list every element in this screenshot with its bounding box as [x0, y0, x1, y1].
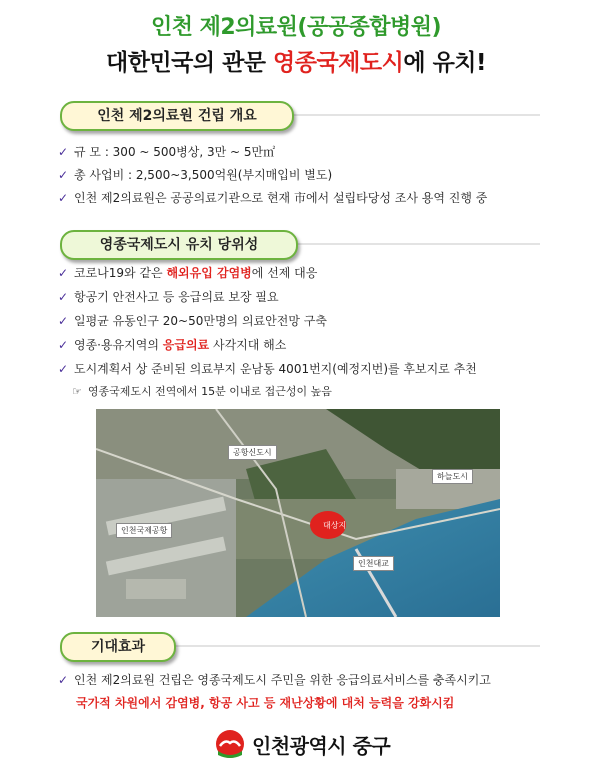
check-icon: ✓: [58, 168, 69, 182]
list-item: [60, 166, 332, 183]
list-item-text: 에 선제 대응: [251, 266, 318, 280]
map-label-airport: 인천국제공항: [116, 523, 172, 538]
section-heading-effects: 기대효과: [60, 632, 176, 662]
check-icon: ✓: [58, 145, 69, 159]
check-icon: ✓: [58, 191, 69, 205]
subtitle-suffix: 에 유치!: [403, 50, 486, 76]
list-item-text: 총 사업비 : 2,500~3,500억원(부지매입비 별도): [74, 168, 333, 182]
highlight-text: 응급의료: [162, 338, 210, 352]
list-item: [60, 312, 327, 329]
list-item: [60, 671, 491, 688]
map-label-target-site: 대상지: [323, 521, 347, 530]
list-item-text: 일평균 유동인구 20~50만명의 의료안전망 구축: [74, 314, 327, 328]
map-label-haneul-city: 하늘도시: [432, 469, 473, 484]
aerial-map-image: [96, 409, 500, 617]
check-icon: ✓: [58, 338, 69, 352]
check-icon: ✓: [58, 362, 69, 376]
check-icon: ✓: [58, 290, 69, 304]
sub-list-item-text: 영종국제도시 전역에서 15분 이내로 접근성이 높음: [87, 385, 332, 398]
map-label-airport-city: 공항신도시: [228, 445, 277, 460]
section-heading-justification: 영종국제도시 유치 당위성: [60, 230, 298, 260]
subtitle-highlight: 영종국제도시: [273, 50, 404, 76]
list-item-text: 영종·용유지역의: [74, 338, 163, 352]
list-item: [60, 288, 279, 305]
footer-org-name: 인천광역시 중구: [252, 733, 391, 758]
aerial-map: [96, 409, 500, 617]
list-item-text: 코로나19와 같은: [74, 266, 167, 280]
footer: [214, 728, 390, 760]
list-item-text: 인천 제2의료원은 공공의료기관으로 현재 市에서 설립타당성 조사 용역 진행 중: [74, 191, 488, 205]
list-item: [60, 264, 317, 281]
list-item-text: 도시계획서 상 준비된 의료부지 운남동 4001번지(예정지번)를 후보지로 추천: [74, 362, 477, 376]
check-icon: ✓: [58, 314, 69, 328]
list-item-text: 인천 제2의료원 건립은 영종국제도시 주민을 위한 응급의료서비스를 충족시키고: [74, 673, 491, 687]
list-item-text: 사각지대 해소: [209, 338, 287, 352]
list-item: [60, 189, 487, 206]
subtitle-prefix: 대한민국의 관문: [105, 50, 274, 76]
highlight-text: 해외유입 감염병: [166, 266, 252, 280]
list-item-red: 국가적 차원에서 감염병, 항공 사고 등 재난상황에 대처 능력을 강화시킴: [76, 696, 455, 710]
check-icon: ✓: [58, 673, 69, 687]
incheon-junggu-logo-icon: [214, 729, 246, 759]
page-subtitle: [0, 44, 592, 77]
list-item: [60, 360, 477, 377]
list-item: [60, 336, 286, 353]
sub-list-item: [72, 383, 332, 399]
check-icon: ✓: [58, 266, 69, 280]
page-title: 인천 제2의료원(공공종합병원): [150, 15, 442, 40]
list-item-text: 항공기 안전사고 등 응급의료 보장 필요: [74, 290, 279, 304]
list-item-text: 규 모 : 300 ~ 500병상, 3만 ~ 5만㎡: [74, 145, 276, 159]
section-heading-overview: 인천 제2의료원 건립 개요: [60, 101, 294, 131]
map-label-bridge: 인천대교: [353, 556, 394, 571]
list-item: [60, 143, 275, 160]
pointing-hand-icon: ☞: [72, 385, 82, 398]
